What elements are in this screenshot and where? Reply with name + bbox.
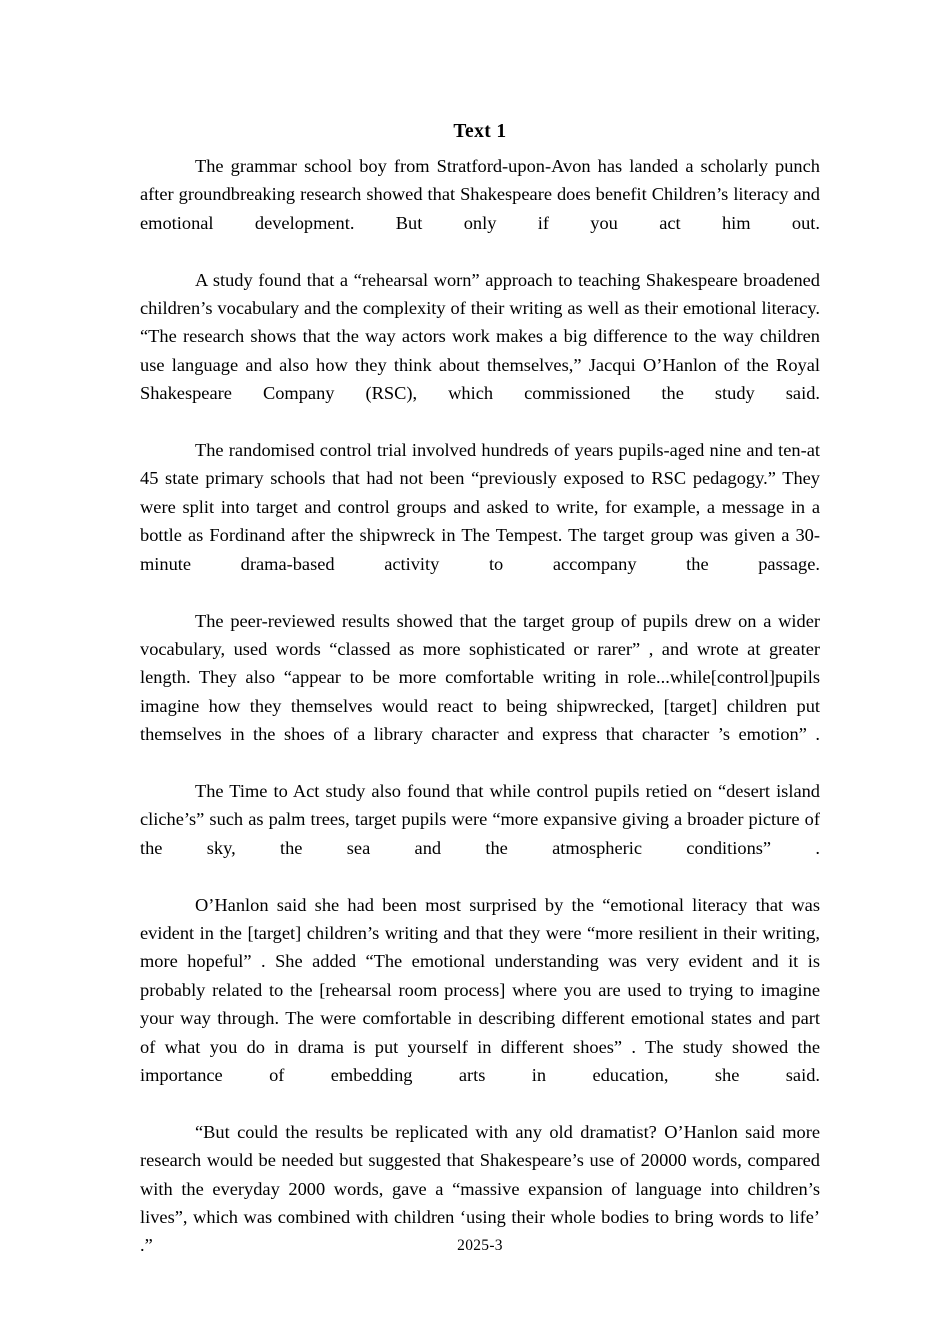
paragraph-7: “But could the results be replicated with any old dramatist? O’Hanlon said more research would be needed but suggested that Shakespeare’s use of 20000 words, compared with the everyday 2000 words, gave a “massive expansion of language into children’s lives”, which was combined with children ‘using their whole bodies to bring words to life’ .”	[140, 1121, 820, 1256]
paragraph-2: A study found that a “rehearsal worn” approach to teaching Shakespeare broadened children’s vocabulary and the complexity of their writing as well as their emotional literacy. “The research shows that the way actors work makes a big difference to the way children use language and also how they think about themselves,” Jacqui O’Hanlon of the Royal Shakespeare Company (RSC), which commissioned the study said.	[140, 269, 820, 404]
page-number-footer: 2025-3	[457, 1237, 503, 1254]
paragraph-6: O’Hanlon said she had been most surprised by the “emotional literacy that was evident in the [target] children’s writing and that they were “more resilient in their writing, more hopeful” . She added “The emotional understanding was very evident and it is probably related to the [rehearsal room process] where you are used to trying to imagine your way through. The were comfortable in describing different emotional states and part of what you do in drama is put yourself in different shoes” . The study showed the importance of embedding arts in education, she said.	[140, 894, 820, 1085]
page-title: Text 1	[453, 121, 507, 142]
passage-body	[140, 152, 820, 1288]
paragraph-3: The randomised control trial involved hundreds of years pupils-aged nine and ten-at 45 state primary schools that had not been “previously exposed to RSC pedagogy.” They were split into target and control groups and asked to write, for example, a message in a bottle as Fordinand after the shipwreck in The Tempest. The target group was given a 30-minute drama-based activity to accompany the passage.	[140, 440, 820, 574]
paragraph-1: The grammar school boy from Stratford-upon-Avon has landed a scholarly punch after groundbreaking research showed that Shakespeare does benefit Children’s literacy and emotional development. But only if you act him out.	[140, 156, 820, 233]
paragraph-4: The peer-reviewed results showed that the target group of pupils drew on a wider vocabulary, used words “classed as more sophisticated or rarer” , and wrote at greater length. They also “appear to be more comfortable writing in role...while[control]pupils imagine how they themselves would react to being shipwrecked, [target] children put themselves in the shoes of a library character and express that character ’s emotion” .	[140, 610, 820, 745]
paragraph-5: The Time to Act study also found that while control pupils retied on “desert island cliche’s” such as palm trees, target pupils were “more expansive giving a broader picture of the sky, the sea and the atmospheric conditions” .	[140, 780, 820, 858]
